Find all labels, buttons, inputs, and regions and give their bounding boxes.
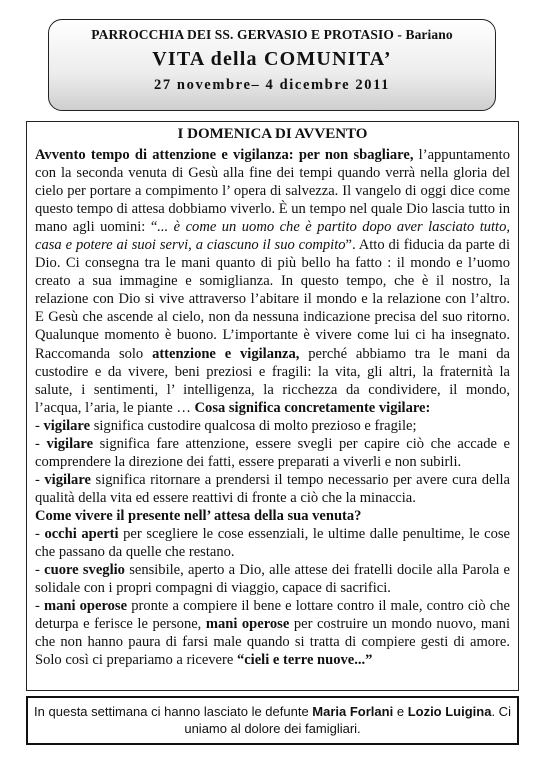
vigilare-item-2 [35, 435, 510, 471]
vigilare-text: significa fare attenzione, essere svegli per capire ciò che accade e comprendere la direzione dei fatti, essere preparati a viverli e non subirli. [35, 435, 510, 470]
mani-keyword-2: mani operose [205, 616, 290, 633]
vigilare-text: significa custodire qualcosa di molto prezioso e fragile; [90, 417, 417, 434]
vigilare-item-1 [35, 417, 510, 435]
item-mani-operose [35, 597, 510, 669]
intro-text-2: ”. Atto di fiducia da parte di Dio. Ci consegna tra le mani quanto di più bello ha fatto : il mondo e l’uomo creato a sua immagine e somiglianza. In questo tempo, che è il nostro, la relazione con Dio si vive attraverso l’abitare il mondo e la relazione con l’altro. E Gesù che ascende al cielo, non da nessuna indicazione precisa del suo ritorno. Qualunque momento è buono. L’importante è vivere come lui ci ha insegnato. Raccomanda solo [35, 237, 510, 362]
vigilare-item-3 [35, 471, 510, 507]
mani-text-1: pronte a compiere il bene e lottare contro il male, contro ciò che deturpa e ferisce le persone, [35, 598, 510, 633]
intro-text-3: perché abbiamo tra le mani da custodire e da vivere, beni preziosi e fragili: la vita, gli altri, la fraternità la salute, i sentimenti, l’ intelligenza, la ricchezza da condividere, il mondo, l’acqua, l’aria, le piante … [35, 345, 510, 416]
attention-bold: attenzione e vigilanza, [152, 345, 300, 362]
obituary-notice [26, 696, 519, 745]
intro-text-1: l’appuntamento con la seconda venuta di Gesù alla fine dei tempi quando verrà nella gloria del cielo per portare a compimento l’ opera di salvezza. Il vangelo di oggi dice come questo tempo di attesa dobbiamo viverlo. È un tempo nel quale Dio lascia tutto in mano agli uomini: “ [35, 147, 510, 236]
notice-text-3: . Ci uniamo al dolore dei famigliari. [184, 704, 511, 736]
list-dash: - [35, 562, 45, 579]
list-dash: - [35, 598, 44, 615]
deceased-name-2: Lozio Luigina [407, 704, 492, 719]
list-dash: - [35, 435, 47, 452]
list-dash: - [35, 525, 45, 542]
article-box [26, 121, 519, 691]
occhi-keyword: occhi aperti [44, 525, 119, 542]
cuore-text: sensibile, aperto a Dio, alle attese dei fratelli docile alla Parola e solidale con i propri compagni di viaggio, capace di sacrifici. [35, 562, 510, 597]
list-dash: - [35, 471, 45, 488]
gospel-quote: ... è come un uomo che è partito dopo aver lasciato tutto, casa e potere ai suoi servi, a ciascuno il suo compito [35, 219, 510, 254]
item-cuore-sveglio [35, 561, 510, 597]
vigilare-keyword: vigilare [43, 417, 91, 434]
vigilare-text: significa ritornare a prendersi il tempo necessario per avere cura della qualità della vita ed essere reattivi di fronte a ciò che la minaccia. [35, 471, 511, 506]
mani-text-2: per costruire un mondo nuovo, mani che non hanno paura di farsi male quando si tratta di compiere gesti di amore. Solo così ci prepariamo a ricevere [35, 616, 510, 669]
occhi-text: per scegliere le cose essenziali, le ultime dalle penultime, le cose che passano da quelle che restano. [35, 525, 511, 561]
article-intro [35, 146, 510, 417]
list-dash: - [35, 417, 44, 434]
closing-quote: “cieli e terre nuove...” [236, 652, 373, 669]
cuore-keyword: cuore sveglio [44, 562, 125, 579]
notice-text-1: In questa settimana ci hanno lasciato le defunte [34, 704, 313, 719]
deceased-name-1: Maria Forlani [312, 704, 394, 719]
vigilare-keyword: vigilare [44, 471, 91, 488]
mani-keyword: mani operose [43, 598, 128, 615]
question-vigilare: Cosa significa concretamente vigilare: [194, 399, 431, 416]
vigilare-keyword: vigilare [46, 435, 94, 452]
bulletin-title: VITA della COMUNITA’ [152, 48, 392, 70]
question-presente [35, 507, 510, 525]
question-presente-text: Come vivere il presente nell’ attesa della sua venuta? [35, 507, 362, 524]
intro-bold: Avvento tempo di attenzione e vigilanza: per non sbagliare, [35, 147, 414, 163]
parish-name: PARROCCHIA DEI SS. GERVASIO E PROTASIO - Bariano [91, 27, 453, 42]
bulletin-dates: 27 novembre– 4 dicembre 2011 [154, 77, 390, 93]
notice-text-2: e [393, 704, 408, 719]
item-occhi-aperti [35, 525, 510, 561]
article-title: I DOMENICA DI AVVENTO [177, 126, 368, 142]
bulletin-header [48, 19, 496, 111]
